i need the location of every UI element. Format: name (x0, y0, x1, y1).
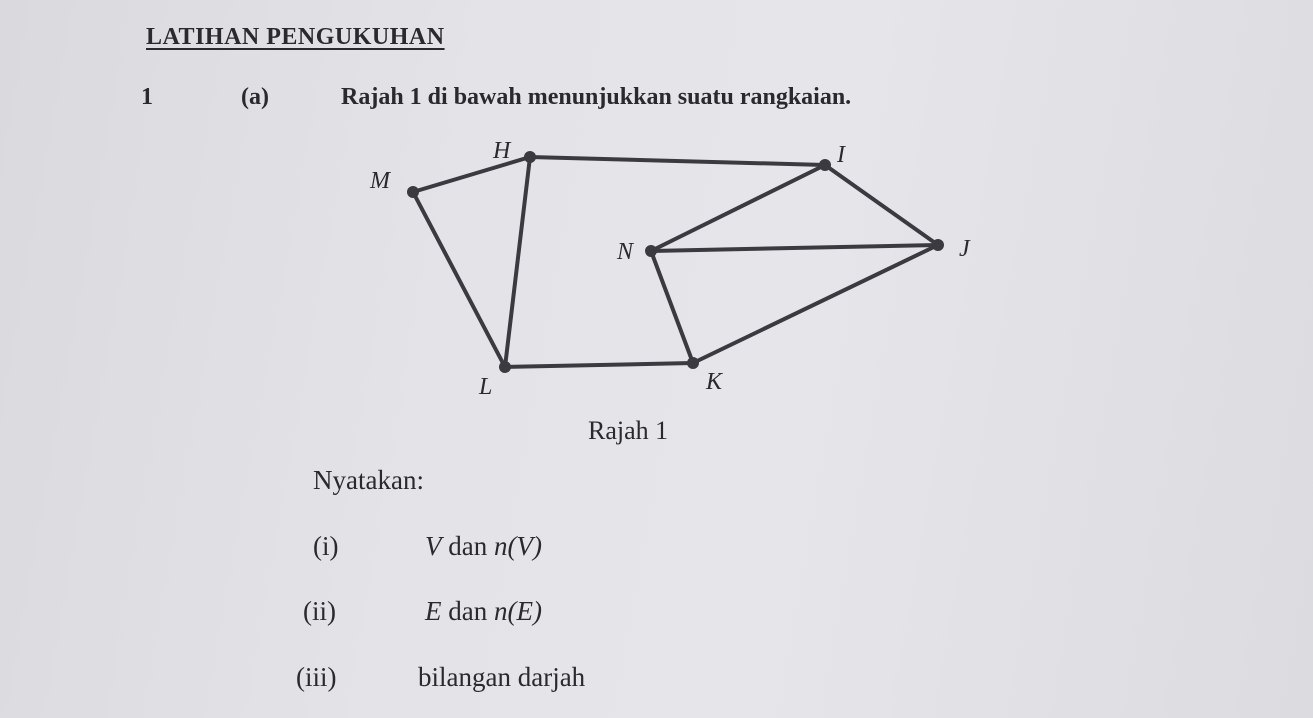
question-number: 1 (141, 84, 153, 110)
vertex-label-i: I (837, 142, 845, 168)
edge-i-j (825, 165, 938, 245)
vertex-n-dot (645, 245, 657, 257)
item-i-label: (i) (313, 531, 339, 561)
vertex-label-l: L (479, 374, 493, 400)
item-i-text (425, 531, 542, 562)
vertex-label-n: N (617, 239, 634, 265)
vertex-k-dot (687, 357, 699, 369)
item-ii-var: E (425, 596, 442, 626)
instruction-text: Nyatakan: (313, 465, 424, 495)
vertex-label-k: K (706, 369, 723, 395)
item-iii-text: bilangan darjah (418, 662, 586, 692)
worksheet-title: LATIHAN PENGUKUHAN (146, 24, 445, 50)
vertex-label-h: H (493, 138, 511, 164)
edge-k-j (693, 245, 938, 363)
item-ii-dan: dan (448, 596, 488, 626)
question-text: Rajah 1 di bawah menunjukkan suatu rangkaian. (341, 84, 852, 110)
edge-l-k (505, 363, 693, 367)
item-ii-func: n(E) (493, 596, 542, 626)
vertex-label-j: J (959, 236, 970, 262)
vertex-i-dot (819, 159, 831, 171)
item-i-var: V (425, 531, 442, 561)
vertex-m-dot (407, 186, 419, 198)
vertex-l-dot (499, 361, 511, 373)
edge-m-l (413, 192, 505, 367)
vertex-j-dot (932, 239, 944, 251)
edge-n-j (651, 245, 938, 251)
item-i-func: n(V) (493, 531, 542, 561)
edge-h-l (505, 157, 530, 367)
item-ii-text (425, 596, 542, 627)
vertex-h-dot (524, 151, 536, 163)
diagram-caption: Rajah 1 (588, 416, 669, 445)
edge-h-i (530, 157, 825, 165)
item-iii-label: (iii) (296, 662, 337, 692)
edge-m-h (413, 157, 530, 192)
item-ii-label: (ii) (303, 596, 336, 626)
item-i-dan: dan (448, 531, 488, 561)
edge-n-i (651, 165, 825, 251)
vertex-label-m: M (370, 168, 390, 194)
question-part-label: (a) (241, 84, 269, 110)
edge-n-k (651, 251, 693, 363)
